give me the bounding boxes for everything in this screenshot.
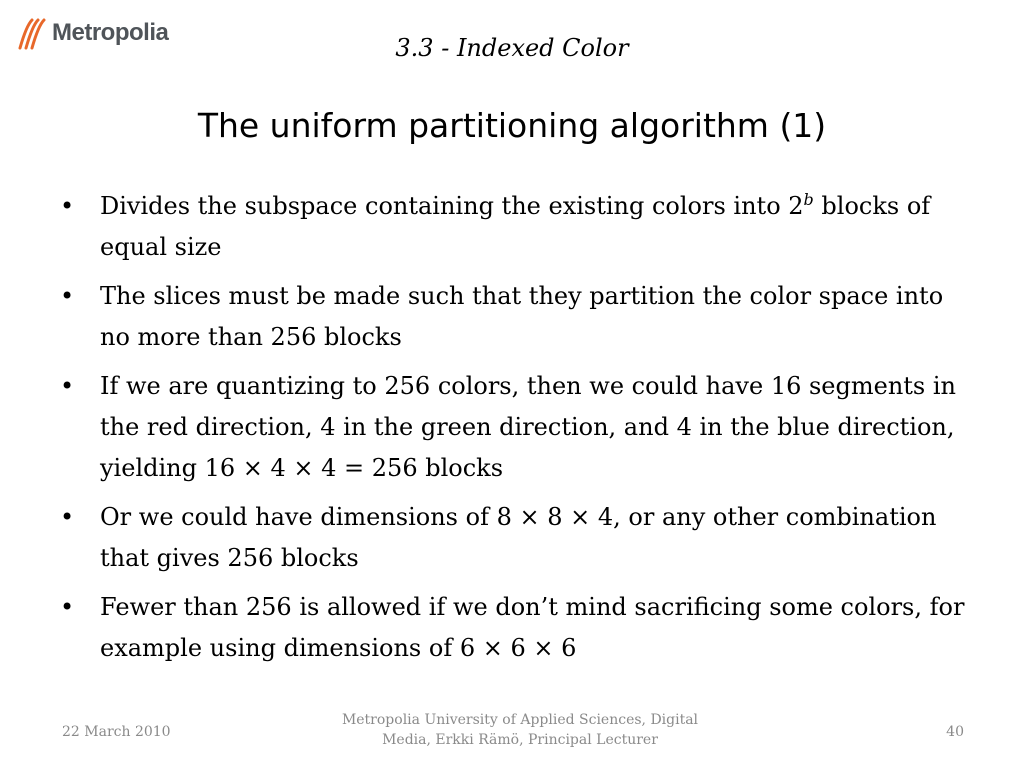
- bullet-list: [60, 186, 965, 677]
- bullet-dot: •: [60, 593, 75, 621]
- bullet-superscript: b: [803, 190, 814, 209]
- bullet-item: [60, 587, 965, 669]
- logo-text: Metropolia: [52, 19, 169, 46]
- bullet-item: [60, 276, 965, 358]
- footer-attribution: [320, 710, 720, 750]
- bullet-text: The slices must be made such that they partition the color space into no more than 256 blocks: [100, 282, 944, 351]
- bullet-item: [60, 366, 965, 489]
- bullet-dot: •: [60, 192, 75, 220]
- bullet-text: Or we could have dimensions of 8 × 8 × 4, or any other combination that gives 256 blocks: [100, 503, 937, 572]
- slide-title: The uniform partitioning algorithm (1): [197, 106, 827, 145]
- bullet-text: Fewer than 256 is allowed if we don’t mind sacrificing some colors, for example using dimensions of 6 × 6 × 6: [100, 593, 965, 662]
- bullet-item: [60, 186, 965, 268]
- bullet-text: If we are quantizing to 256 colors, then we could have 16 segments in the red direction, 4 in the green direction, and 4 in the blue direction, yielding 16 × 4 × 4 = 256 blocks: [100, 372, 957, 482]
- footer-attribution-line: Media, Erkki Rämö, Principal Lecturer: [382, 732, 658, 748]
- bullet-text: Divides the subspace containing the existing colors into 2: [100, 192, 804, 220]
- bullet-text-continued: blocks of equal size: [100, 192, 931, 261]
- page-number: 40: [946, 724, 964, 740]
- bullet-dot: •: [60, 503, 75, 531]
- bullet-dot: •: [60, 282, 75, 310]
- bullet-dot: •: [60, 372, 75, 400]
- footer-date: 22 March 2010: [62, 724, 171, 740]
- slide-subtitle: 3.3 - Indexed Color: [395, 34, 629, 62]
- footer-attribution-line: Metropolia University of Applied Sciences, Digital: [341, 712, 699, 728]
- bullet-item: [60, 497, 965, 579]
